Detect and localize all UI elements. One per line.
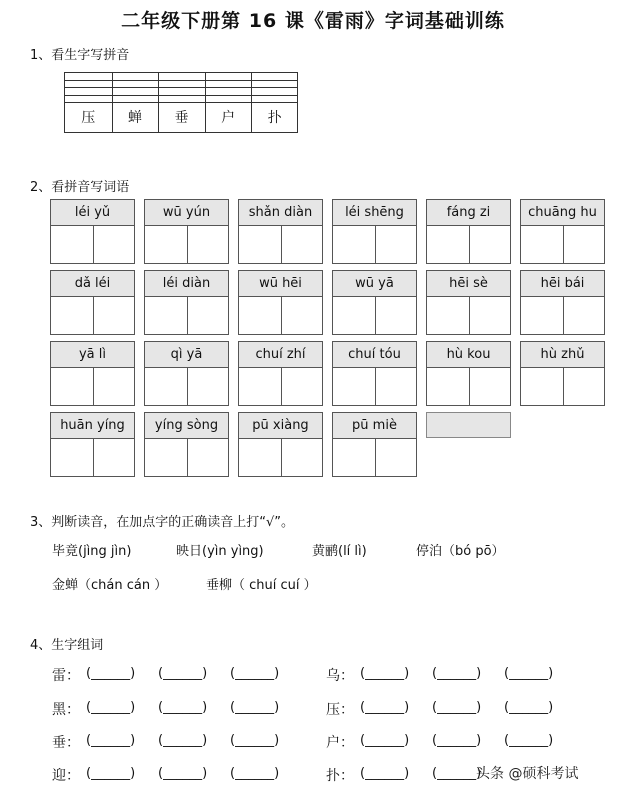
pinyin-box: pū xiàng xyxy=(238,412,323,477)
pinyin-box: hēi sè xyxy=(426,270,511,335)
answer-blank[interactable]: (______) xyxy=(86,766,136,781)
table-char-cell: 蝉 xyxy=(127,110,142,126)
answer-blank[interactable]: (______) xyxy=(158,666,208,681)
pinyin-box: huān yíng xyxy=(50,412,135,477)
word-group-char: 迎： xyxy=(52,768,80,784)
answer-blank[interactable]: (______) xyxy=(432,733,482,748)
section4-heading: 4、生字组词 xyxy=(30,638,104,653)
answer-blank[interactable]: (______) xyxy=(230,700,280,715)
answer-blank[interactable]: (______) xyxy=(504,666,554,681)
pinyin-box: fáng zi xyxy=(426,199,511,264)
pinyin-box: pū miè xyxy=(332,412,417,477)
answer-blank[interactable]: (______) xyxy=(158,766,208,781)
answer-blank[interactable]: (______) xyxy=(432,666,482,681)
word-group-char: 垂： xyxy=(52,735,80,751)
pinyin-box: chuí zhí xyxy=(238,341,323,406)
pinyin-box: wū hēi xyxy=(238,270,323,335)
answer-blank[interactable]: (______) xyxy=(360,666,410,681)
pronunciation-item: 毕竟(jìng jìn) xyxy=(52,544,132,559)
answer-blank[interactable]: (______) xyxy=(504,700,554,715)
answer-blank[interactable]: (______) xyxy=(158,733,208,748)
answer-blank[interactable]: (______) xyxy=(230,766,280,781)
word-group-char: 扑： xyxy=(326,768,354,784)
answer-blank[interactable]: (______) xyxy=(158,700,208,715)
pinyin-box: wū yún xyxy=(144,199,229,264)
answer-blank[interactable]: (______) xyxy=(360,733,410,748)
pinyin-box: qì yā xyxy=(144,341,229,406)
pinyin-box: shǎn diàn xyxy=(238,199,323,264)
section3-heading: 3、判断读音，在加点字的正确读音上打“√”。 xyxy=(30,515,295,530)
word-group-char: 雷： xyxy=(52,668,80,684)
pinyin-box: hù zhǔ xyxy=(520,341,605,406)
pinyin-box: léi shēng xyxy=(332,199,417,264)
answer-blank[interactable]: (______) xyxy=(360,766,410,781)
answer-blank[interactable]: (______) xyxy=(504,733,554,748)
pronunciation-item: 金蝉（chán cán ） xyxy=(52,578,168,593)
pronunciation-item: 黄鹂(lí lì) xyxy=(312,544,367,559)
pronunciation-item: 映日(yìn yìng) xyxy=(176,544,264,559)
pinyin-box: yā lì xyxy=(50,341,135,406)
answer-blank[interactable]: (______) xyxy=(360,700,410,715)
page-title: 二年级下册第 16 课《雷雨》字词基础训练 xyxy=(121,10,505,32)
pinyin-box: dǎ léi xyxy=(50,270,135,335)
table-char-cell: 扑 xyxy=(267,110,282,126)
answer-blank[interactable]: (______) xyxy=(432,766,482,781)
pinyin-writing-table xyxy=(64,72,298,133)
word-group-char: 乌： xyxy=(326,668,354,684)
pinyin-box: wū yā xyxy=(332,270,417,335)
watermark-text: 头条 @硕科考试 xyxy=(476,766,579,782)
answer-blank[interactable]: (______) xyxy=(230,666,280,681)
answer-blank[interactable]: (______) xyxy=(86,733,136,748)
word-group-char: 户： xyxy=(326,735,354,751)
pinyin-box: yíng sòng xyxy=(144,412,229,477)
pinyin-box: chuāng hu xyxy=(520,199,605,264)
table-char-cell: 户 xyxy=(221,110,236,126)
empty-pinyin-box xyxy=(426,412,511,438)
table-char-cell: 垂 xyxy=(174,110,189,126)
answer-blank[interactable]: (______) xyxy=(432,700,482,715)
pinyin-box: hù kou xyxy=(426,341,511,406)
pinyin-box: léi diàn xyxy=(144,270,229,335)
word-group-char: 黑： xyxy=(52,702,80,718)
word-group-char: 压： xyxy=(326,702,354,718)
pinyin-box: léi yǔ xyxy=(50,199,135,264)
pronunciation-item: 垂柳（ chuí cuí ） xyxy=(206,578,317,593)
answer-blank[interactable]: (______) xyxy=(86,700,136,715)
answer-blank[interactable]: (______) xyxy=(86,666,136,681)
section1-heading: 1、看生字写拼音 xyxy=(30,48,130,63)
pronunciation-item: 停泊（bó pō） xyxy=(416,544,505,559)
answer-blank[interactable]: (______) xyxy=(230,733,280,748)
pinyin-box: hēi bái xyxy=(520,270,605,335)
section2-heading: 2、看拼音写词语 xyxy=(30,180,130,195)
pinyin-box: chuí tóu xyxy=(332,341,417,406)
table-char-cell: 压 xyxy=(81,110,96,126)
